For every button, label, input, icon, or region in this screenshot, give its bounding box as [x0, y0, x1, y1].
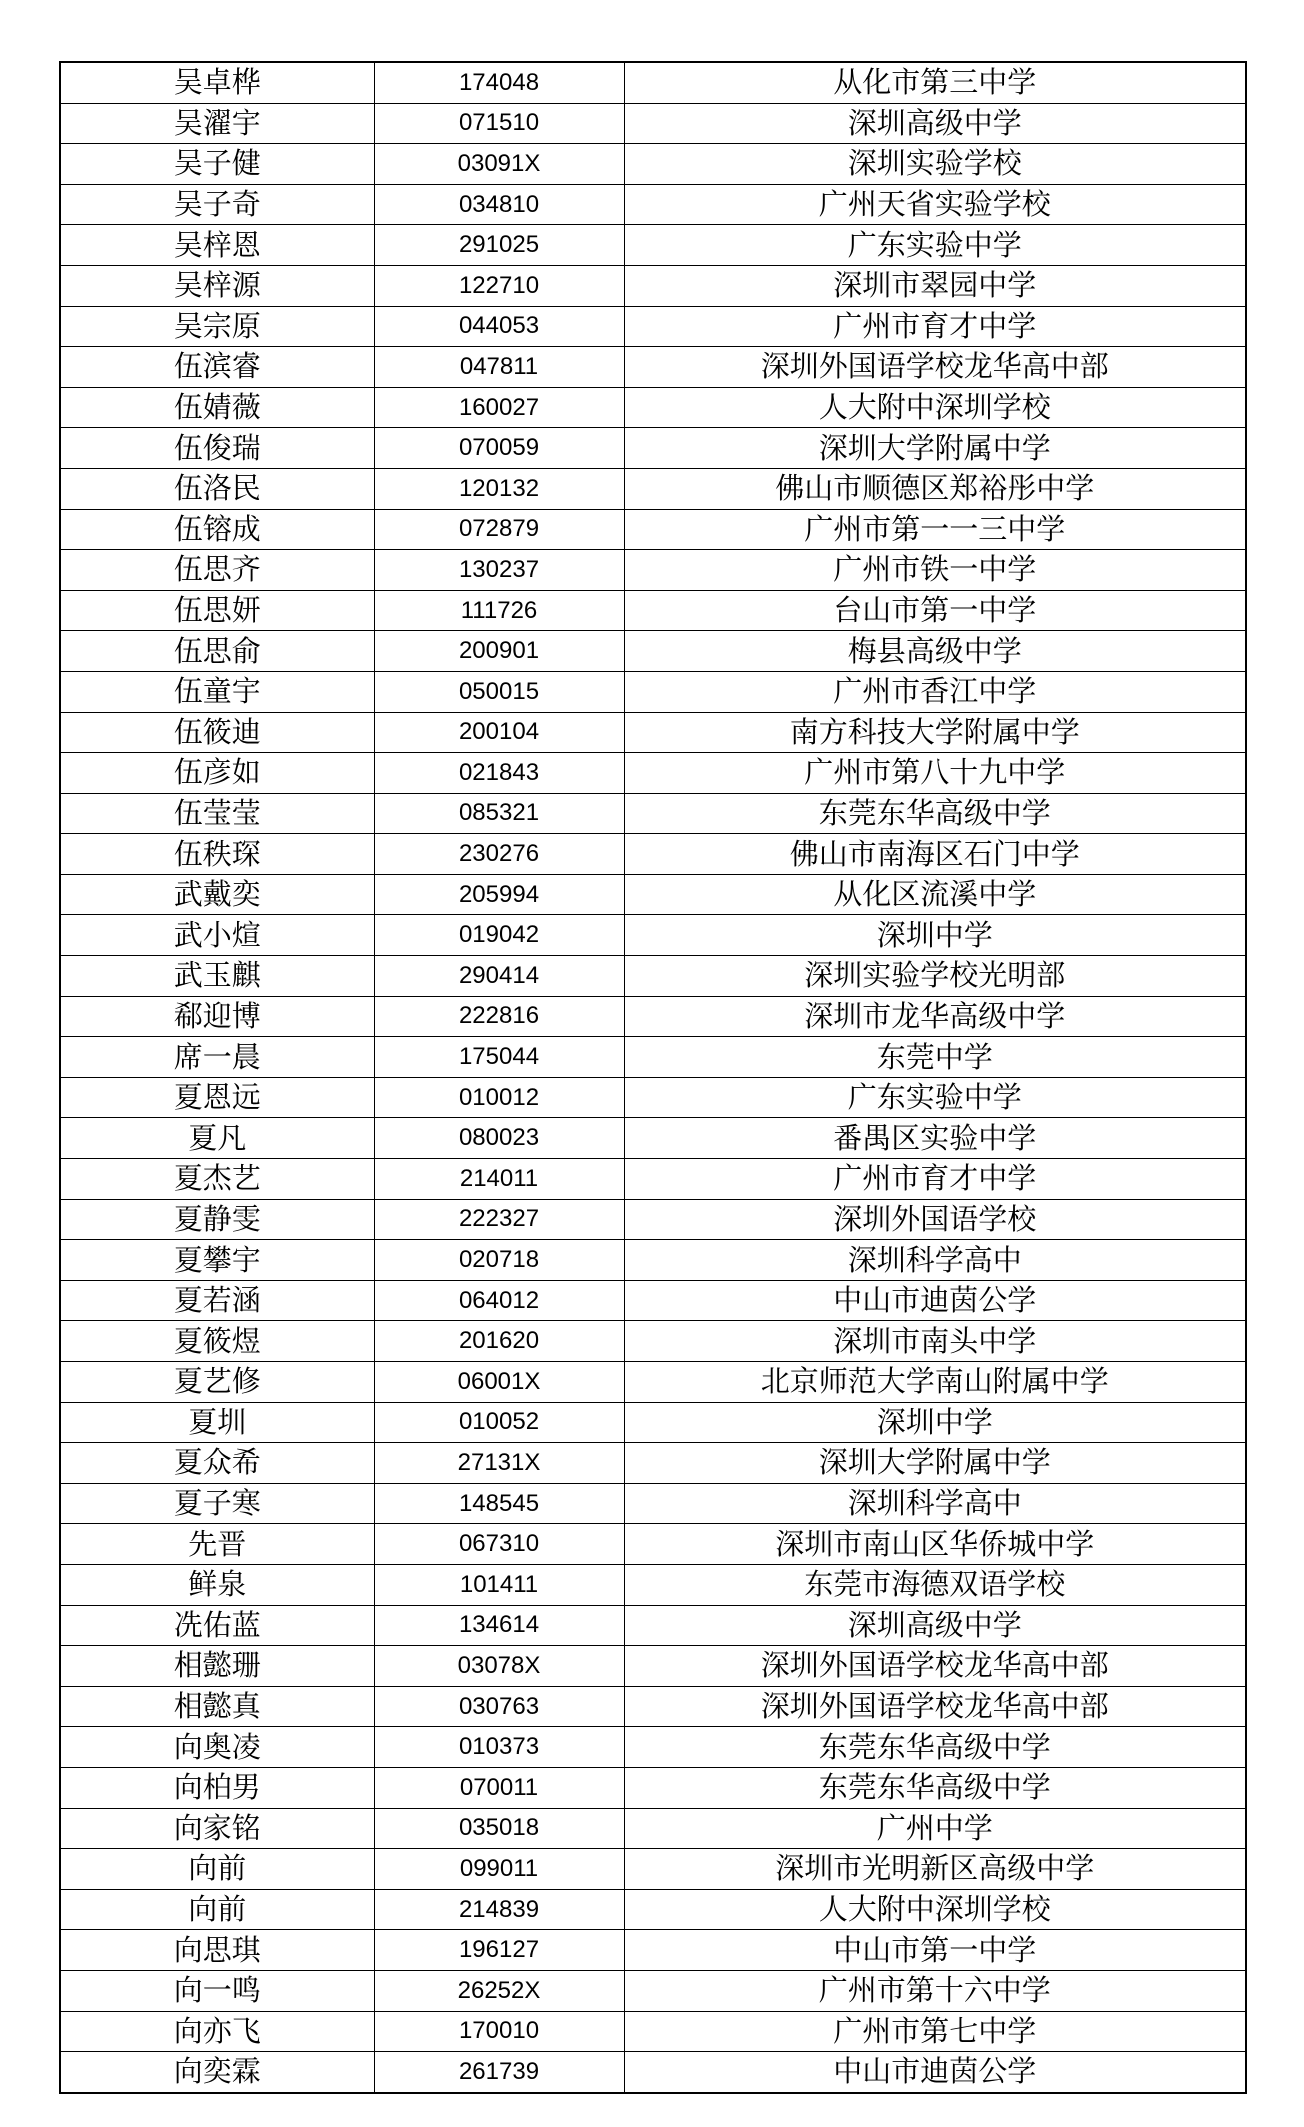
name-cell: 吴子奇	[60, 184, 374, 225]
id-cell: 050015	[374, 671, 624, 712]
school-cell: 广州市第一一三中学	[624, 509, 1246, 550]
name-cell: 伍筱迪	[60, 712, 374, 753]
school-cell: 深圳大学附属中学	[624, 1443, 1246, 1484]
id-cell: 174048	[374, 62, 624, 103]
table-row	[60, 590, 1246, 631]
table-row	[60, 306, 1246, 347]
table-row	[60, 753, 1246, 794]
id-cell: 010012	[374, 1077, 624, 1118]
id-cell: 205994	[374, 874, 624, 915]
school-cell: 深圳市光明新区高级中学	[624, 1849, 1246, 1890]
school-cell: 广州市第八十九中学	[624, 753, 1246, 794]
table-row	[60, 1483, 1246, 1524]
name-cell: 向前	[60, 1889, 374, 1930]
table-row	[60, 468, 1246, 509]
school-cell: 东莞中学	[624, 1037, 1246, 1078]
table-row	[60, 1930, 1246, 1971]
table-row	[60, 1118, 1246, 1159]
name-cell: 夏筱煜	[60, 1321, 374, 1362]
school-cell: 深圳外国语学校	[624, 1199, 1246, 1240]
school-cell: 广州天省实验学校	[624, 184, 1246, 225]
school-cell: 北京师范大学南山附属中学	[624, 1362, 1246, 1403]
table-row	[60, 874, 1246, 915]
school-cell: 广州市育才中学	[624, 306, 1246, 347]
table-row	[60, 915, 1246, 956]
id-cell: 044053	[374, 306, 624, 347]
table-row	[60, 2052, 1246, 2093]
table-row	[60, 712, 1246, 753]
name-cell: 向亦飞	[60, 2011, 374, 2052]
table-row	[60, 387, 1246, 428]
name-cell: 吴宗原	[60, 306, 374, 347]
id-cell: 200901	[374, 631, 624, 672]
table-row	[60, 671, 1246, 712]
name-cell: 吴子健	[60, 144, 374, 185]
id-cell: 111726	[374, 590, 624, 631]
name-cell: 吴濯宇	[60, 103, 374, 144]
school-cell: 深圳高级中学	[624, 103, 1246, 144]
name-cell: 夏攀宇	[60, 1240, 374, 1281]
school-cell: 广东实验中学	[624, 1077, 1246, 1118]
id-cell: 122710	[374, 265, 624, 306]
id-cell: 071510	[374, 103, 624, 144]
school-cell: 深圳科学高中	[624, 1240, 1246, 1281]
id-cell: 085321	[374, 793, 624, 834]
table-row	[60, 793, 1246, 834]
name-cell: 鲜泉	[60, 1564, 374, 1605]
school-cell: 广州市第十六中学	[624, 1970, 1246, 2011]
name-cell: 相懿真	[60, 1686, 374, 1727]
school-cell: 深圳市龙华高级中学	[624, 996, 1246, 1037]
name-cell: 夏若涵	[60, 1280, 374, 1321]
school-cell: 深圳外国语学校龙华高中部	[624, 1646, 1246, 1687]
table-row	[60, 1077, 1246, 1118]
name-cell: 伍莹莹	[60, 793, 374, 834]
id-cell: 072879	[374, 509, 624, 550]
school-cell: 从化市第三中学	[624, 62, 1246, 103]
table-row	[60, 1605, 1246, 1646]
name-cell: 伍镕成	[60, 509, 374, 550]
name-cell: 伍思俞	[60, 631, 374, 672]
school-cell: 广州市第七中学	[624, 2011, 1246, 2052]
table-row	[60, 1524, 1246, 1565]
table-row	[60, 1199, 1246, 1240]
name-cell: 伍童宇	[60, 671, 374, 712]
id-cell: 03078X	[374, 1646, 624, 1687]
id-cell: 134614	[374, 1605, 624, 1646]
school-cell: 深圳市南头中学	[624, 1321, 1246, 1362]
table-row	[60, 509, 1246, 550]
name-cell: 伍滨睿	[60, 347, 374, 388]
name-cell: 夏艺修	[60, 1362, 374, 1403]
id-cell: 021843	[374, 753, 624, 794]
school-cell: 深圳中学	[624, 915, 1246, 956]
id-cell: 196127	[374, 1930, 624, 1971]
school-cell: 深圳中学	[624, 1402, 1246, 1443]
school-cell: 广州市育才中学	[624, 1159, 1246, 1200]
name-cell: 向思琪	[60, 1930, 374, 1971]
name-cell: 夏杰艺	[60, 1159, 374, 1200]
school-cell: 南方科技大学附属中学	[624, 712, 1246, 753]
id-cell: 130237	[374, 550, 624, 591]
id-cell: 120132	[374, 468, 624, 509]
id-cell: 160027	[374, 387, 624, 428]
school-cell: 人大附中深圳学校	[624, 387, 1246, 428]
school-cell: 中山市迪茵公学	[624, 2052, 1246, 2093]
id-cell: 047811	[374, 347, 624, 388]
name-cell: 向柏男	[60, 1767, 374, 1808]
id-cell: 222816	[374, 996, 624, 1037]
id-cell: 06001X	[374, 1362, 624, 1403]
id-cell: 020718	[374, 1240, 624, 1281]
id-cell: 291025	[374, 225, 624, 266]
table-row	[60, 1280, 1246, 1321]
table-row	[60, 1970, 1246, 2011]
id-cell: 067310	[374, 1524, 624, 1565]
name-cell: 吴卓桦	[60, 62, 374, 103]
id-cell: 070011	[374, 1767, 624, 1808]
id-cell: 214011	[374, 1159, 624, 1200]
name-cell: 夏子寒	[60, 1483, 374, 1524]
table-row	[60, 550, 1246, 591]
school-cell: 深圳实验学校光明部	[624, 956, 1246, 997]
name-cell: 相懿珊	[60, 1646, 374, 1687]
table-row	[60, 1321, 1246, 1362]
table-row	[60, 144, 1246, 185]
school-cell: 东莞东华高级中学	[624, 793, 1246, 834]
table-row	[60, 225, 1246, 266]
id-cell: 222327	[374, 1199, 624, 1240]
name-cell: 夏恩远	[60, 1077, 374, 1118]
name-cell: 吴梓源	[60, 265, 374, 306]
id-cell: 099011	[374, 1849, 624, 1890]
table-row	[60, 1402, 1246, 1443]
school-cell: 深圳外国语学校龙华高中部	[624, 347, 1246, 388]
table-row	[60, 956, 1246, 997]
school-cell: 深圳高级中学	[624, 1605, 1246, 1646]
school-cell: 中山市第一中学	[624, 1930, 1246, 1971]
name-cell: 伍秩琛	[60, 834, 374, 875]
name-cell: 武小煊	[60, 915, 374, 956]
school-cell: 东莞东华高级中学	[624, 1727, 1246, 1768]
school-cell: 番禺区实验中学	[624, 1118, 1246, 1159]
id-cell: 27131X	[374, 1443, 624, 1484]
id-cell: 030763	[374, 1686, 624, 1727]
table-row	[60, 1686, 1246, 1727]
table-row	[60, 1767, 1246, 1808]
id-cell: 035018	[374, 1808, 624, 1849]
school-cell: 东莞市海德双语学校	[624, 1564, 1246, 1605]
school-cell: 广州市铁一中学	[624, 550, 1246, 591]
table-row	[60, 1727, 1246, 1768]
table-row	[60, 834, 1246, 875]
name-cell: 伍俊瑞	[60, 428, 374, 469]
school-cell: 广州中学	[624, 1808, 1246, 1849]
table-row	[60, 428, 1246, 469]
roster-table	[59, 61, 1247, 2094]
name-cell: 夏圳	[60, 1402, 374, 1443]
table-row	[60, 1037, 1246, 1078]
name-cell: 向奥凌	[60, 1727, 374, 1768]
table-row	[60, 631, 1246, 672]
name-cell: 吴梓恩	[60, 225, 374, 266]
table-row	[60, 1443, 1246, 1484]
table-row	[60, 62, 1246, 103]
name-cell: 伍婧薇	[60, 387, 374, 428]
school-cell: 广州市香江中学	[624, 671, 1246, 712]
name-cell: 向奕霖	[60, 2052, 374, 2093]
name-cell: 郗迎博	[60, 996, 374, 1037]
table-row	[60, 2011, 1246, 2052]
table-row	[60, 1646, 1246, 1687]
id-cell: 010373	[374, 1727, 624, 1768]
name-cell: 夏众希	[60, 1443, 374, 1484]
school-cell: 人大附中深圳学校	[624, 1889, 1246, 1930]
name-cell: 伍思齐	[60, 550, 374, 591]
table-row	[60, 1564, 1246, 1605]
id-cell: 019042	[374, 915, 624, 956]
name-cell: 冼佑蓝	[60, 1605, 374, 1646]
school-cell: 从化区流溪中学	[624, 874, 1246, 915]
name-cell: 伍洛民	[60, 468, 374, 509]
id-cell: 175044	[374, 1037, 624, 1078]
name-cell: 夏凡	[60, 1118, 374, 1159]
id-cell: 148545	[374, 1483, 624, 1524]
table-row	[60, 1159, 1246, 1200]
school-cell: 佛山市南海区石门中学	[624, 834, 1246, 875]
school-cell: 梅县高级中学	[624, 631, 1246, 672]
table-row	[60, 1849, 1246, 1890]
name-cell: 向家铭	[60, 1808, 374, 1849]
school-cell: 广东实验中学	[624, 225, 1246, 266]
id-cell: 080023	[374, 1118, 624, 1159]
name-cell: 武戴奕	[60, 874, 374, 915]
id-cell: 200104	[374, 712, 624, 753]
school-cell: 台山市第一中学	[624, 590, 1246, 631]
school-cell: 深圳科学高中	[624, 1483, 1246, 1524]
id-cell: 201620	[374, 1321, 624, 1362]
table-row	[60, 996, 1246, 1037]
table-row	[60, 1240, 1246, 1281]
table-row	[60, 1808, 1246, 1849]
name-cell: 先晋	[60, 1524, 374, 1565]
id-cell: 214839	[374, 1889, 624, 1930]
id-cell: 064012	[374, 1280, 624, 1321]
id-cell: 26252X	[374, 1970, 624, 2011]
school-cell: 深圳市南山区华侨城中学	[624, 1524, 1246, 1565]
id-cell: 261739	[374, 2052, 624, 2093]
name-cell: 席一晨	[60, 1037, 374, 1078]
table-row	[60, 184, 1246, 225]
name-cell: 向前	[60, 1849, 374, 1890]
table-row	[60, 347, 1246, 388]
id-cell: 101411	[374, 1564, 624, 1605]
id-cell: 290414	[374, 956, 624, 997]
table-row	[60, 1889, 1246, 1930]
id-cell: 170010	[374, 2011, 624, 2052]
school-cell: 佛山市顺德区郑裕彤中学	[624, 468, 1246, 509]
name-cell: 伍彦如	[60, 753, 374, 794]
school-cell: 深圳大学附属中学	[624, 428, 1246, 469]
id-cell: 03091X	[374, 144, 624, 185]
school-cell: 深圳实验学校	[624, 144, 1246, 185]
school-cell: 深圳外国语学校龙华高中部	[624, 1686, 1246, 1727]
name-cell: 武玉麒	[60, 956, 374, 997]
id-cell: 010052	[374, 1402, 624, 1443]
table-row	[60, 103, 1246, 144]
id-cell: 070059	[374, 428, 624, 469]
name-cell: 向一鸣	[60, 1970, 374, 2011]
id-cell: 034810	[374, 184, 624, 225]
table-row	[60, 265, 1246, 306]
school-cell: 东莞东华高级中学	[624, 1767, 1246, 1808]
id-cell: 230276	[374, 834, 624, 875]
school-cell: 中山市迪茵公学	[624, 1280, 1246, 1321]
school-cell: 深圳市翠园中学	[624, 265, 1246, 306]
table-row	[60, 1362, 1246, 1403]
name-cell: 夏静雯	[60, 1199, 374, 1240]
roster-body	[60, 62, 1246, 2093]
name-cell: 伍思妍	[60, 590, 374, 631]
